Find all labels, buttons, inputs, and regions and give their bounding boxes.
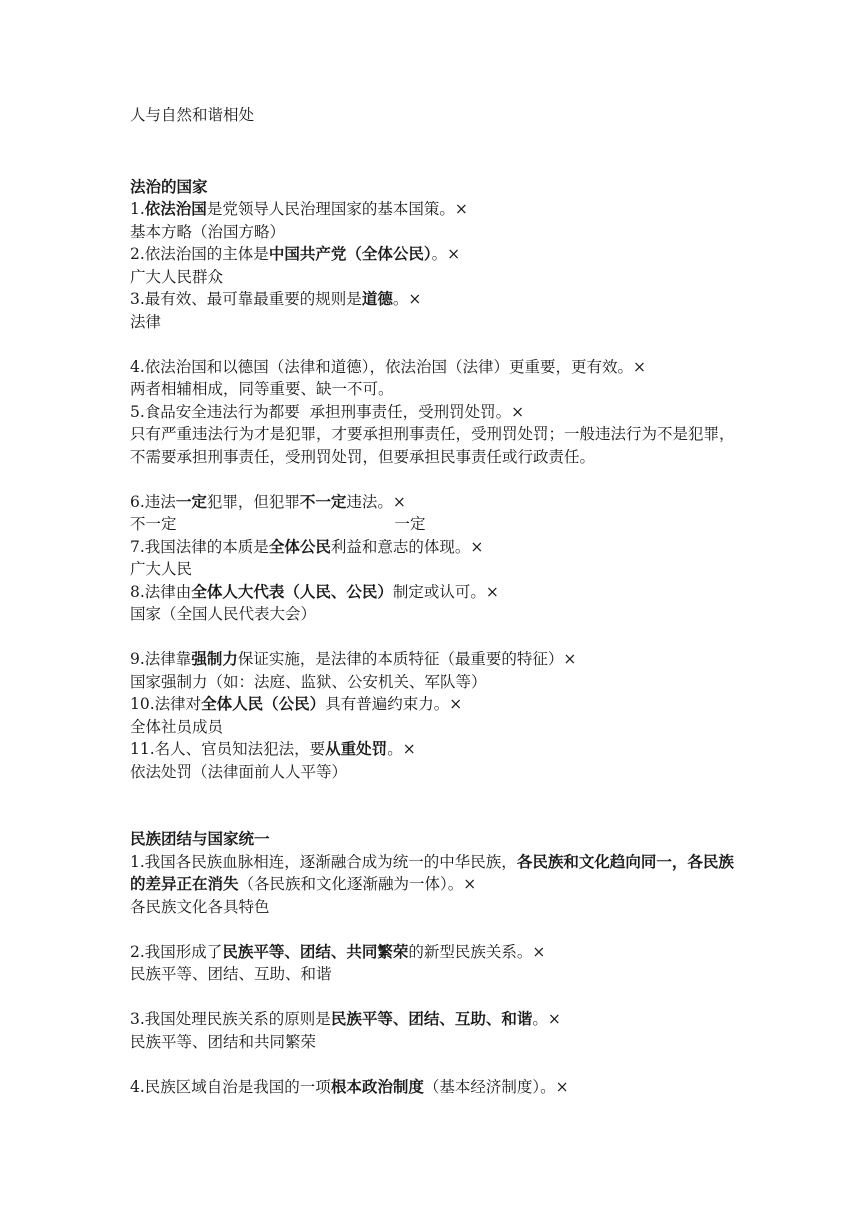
answer-8: 国家（全国人民代表大会）: [130, 605, 317, 623]
answer-11: 依法处罚（法律面前人人平等）: [130, 762, 348, 781]
answer-9: 国家强制力（如：法庭、监狱、公安机关、军队等）: [130, 672, 487, 691]
ethnic-question-4: 4.民族区域自治是我国的一项根本政治制度（基本经济制度）。×: [130, 1077, 569, 1096]
section-heading-ethnic-unity: 民族团结与国家统一: [130, 830, 270, 848]
answer-6-left: 不一定: [130, 515, 177, 533]
ethnic-question-1: 1.我国各民族血脉相连，逐渐融合成为统一的中华民族，各民族和文化趋向同一，各民族的差异正在消失（各民族和文化逐渐融为一体）。×: [130, 852, 734, 893]
intro-line: 人与自然和谐相处: [130, 106, 255, 124]
question-1: 1.依法治国是党领导人民治理国家的基本国策。×: [130, 200, 468, 218]
ethnic-question-3: 3.我国处理民族关系的原则是民族平等、团结、互助、和谐。×: [130, 1010, 561, 1028]
answer-7: 广大人民: [130, 560, 193, 578]
question-4: 4.依法治国和以德国（法律和道德），依法治国（法律）更重要，更有效。×: [130, 357, 647, 376]
answer-5: 只有严重违法行为才是犯罪，才要承担刑事责任，受刑罚处罚；一般违法行为不是犯罪，不需要承担刑事责任，受刑罚处罚，但要承担民事责任或行政责任。: [130, 425, 735, 466]
question-2: 2.依法治国的主体是中国共产党（全体公民）。×: [130, 245, 461, 263]
section-heading-rule-of-law: 法治的国家: [130, 177, 208, 196]
question-3: 3.最有效、最可靠最重要的规则是道德。×: [130, 290, 422, 308]
answer-3: 法律: [130, 312, 162, 331]
ethnic-answer-2: 民族平等、团结、互助、和谐: [130, 965, 332, 983]
answer-6-right: 一定: [394, 515, 426, 533]
question-9: 9.法律靠强制力保证实施，是法律的本质特征（最重要的特征）×: [130, 650, 577, 668]
answer-4: 两者相辅相成，同等重要、缺一不可。: [130, 380, 394, 398]
answer-2: 广大人民群众: [130, 267, 224, 286]
answer-6: [130, 513, 740, 536]
answer-1: 基本方略（治国方略）: [130, 222, 286, 241]
answer-10: 全体社员成员: [130, 717, 224, 736]
ethnic-answer-3: 民族平等、团结和共同繁荣: [130, 1032, 317, 1051]
question-10: 10.法律对全体人民（公民）具有普遍约束力。×: [130, 695, 463, 713]
question-6: 6.违法一定犯罪，但犯罪不一定违法。×: [130, 492, 406, 511]
question-8: 8.法律由全体人大代表（人民、公民）制定或认可。×: [130, 582, 499, 601]
question-11: 11.名人、官员知法犯法，要从重处罚。×: [130, 740, 416, 758]
document-page: [130, 104, 740, 1098]
ethnic-answer-1: 各民族文化各具特色: [130, 897, 270, 916]
question-5: 5.食品安全违法行为都要 承担刑事责任，受刑罚处罚。×: [130, 402, 525, 421]
question-7: 7.我国法律的本质是全体公民利益和意志的体现。×: [130, 537, 484, 556]
ethnic-question-2: 2.我国形成了民族平等、团结、共同繁荣的新型民族关系。×: [130, 942, 546, 961]
